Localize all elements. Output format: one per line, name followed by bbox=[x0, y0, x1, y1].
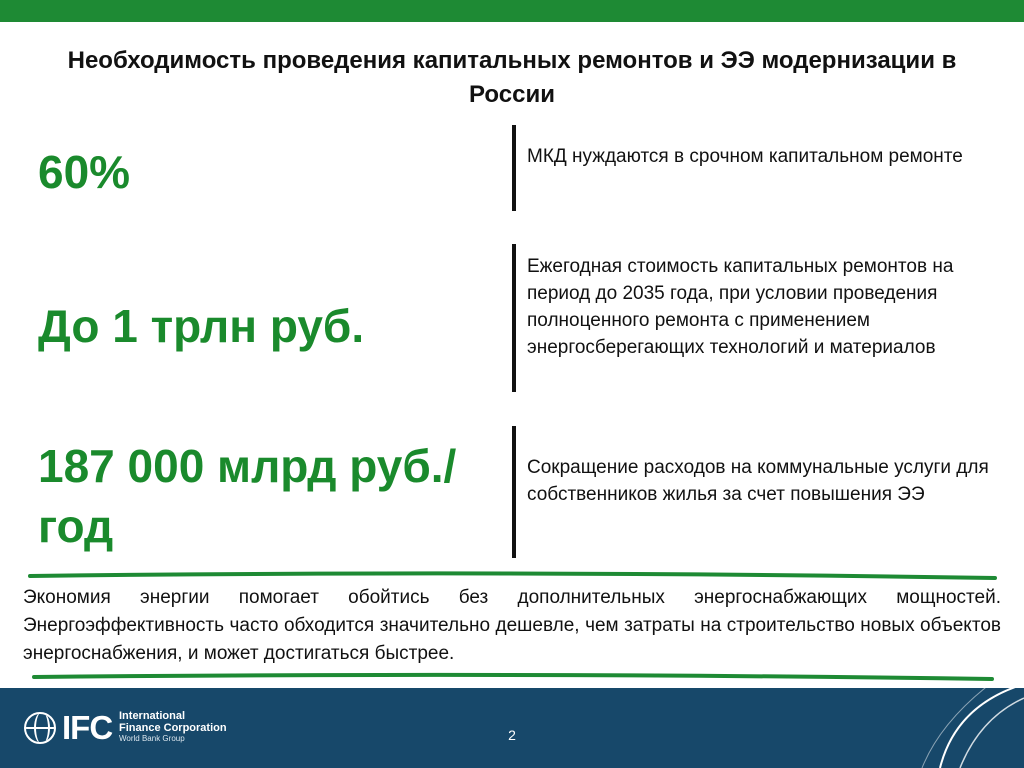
ifc-logo bbox=[24, 708, 254, 748]
decorative-swoosh bbox=[900, 688, 1024, 768]
energy-savings-note: Экономия энергии помогает обойтись без дополнительных энергоснабжающих мощностей. Энергоэффективность часто обходится значительно дешевле, чем затраты на строительство новых объектов энергоснабжения, и может достигаться быстрее. bbox=[23, 587, 1001, 664]
top-accent-bar bbox=[0, 0, 1024, 22]
logo-line-3: World Bank Group bbox=[119, 734, 185, 743]
globe-icon bbox=[24, 712, 56, 744]
logo-line-2: Finance Corporation bbox=[119, 722, 227, 734]
logo-mark: IFC bbox=[62, 709, 113, 746]
divider-line-2 bbox=[512, 244, 516, 392]
separator-bottom bbox=[0, 665, 1024, 687]
page-number: 2 bbox=[508, 727, 516, 743]
stat-value-3: 187 000 млрд руб./год bbox=[38, 440, 457, 552]
slide-title: Необходимость проведения капитальных ремонтов и ЭЭ модернизации в России bbox=[67, 47, 957, 108]
stat-description-3: Сокращение расходов на коммунальные услуги для собственников жилья за счет повышения ЭЭ bbox=[527, 457, 989, 505]
stat-description-2: Ежегодная стоимость капитальных ремонтов на период до 2035 года, при условии проведения полноценного ремонта с применением энергосберегающих технологий и материалов bbox=[527, 256, 954, 358]
stat-description-1: МКД нуждаются в срочном капитальном ремонте bbox=[527, 146, 963, 167]
stat-value-1: 60% bbox=[38, 146, 131, 198]
logo-wordmark bbox=[119, 710, 227, 744]
stat-value-2: До 1 трлн руб. bbox=[38, 300, 365, 352]
divider-line-1 bbox=[512, 125, 516, 211]
divider-line-3 bbox=[512, 426, 516, 558]
logo-line-1: International bbox=[119, 710, 186, 722]
